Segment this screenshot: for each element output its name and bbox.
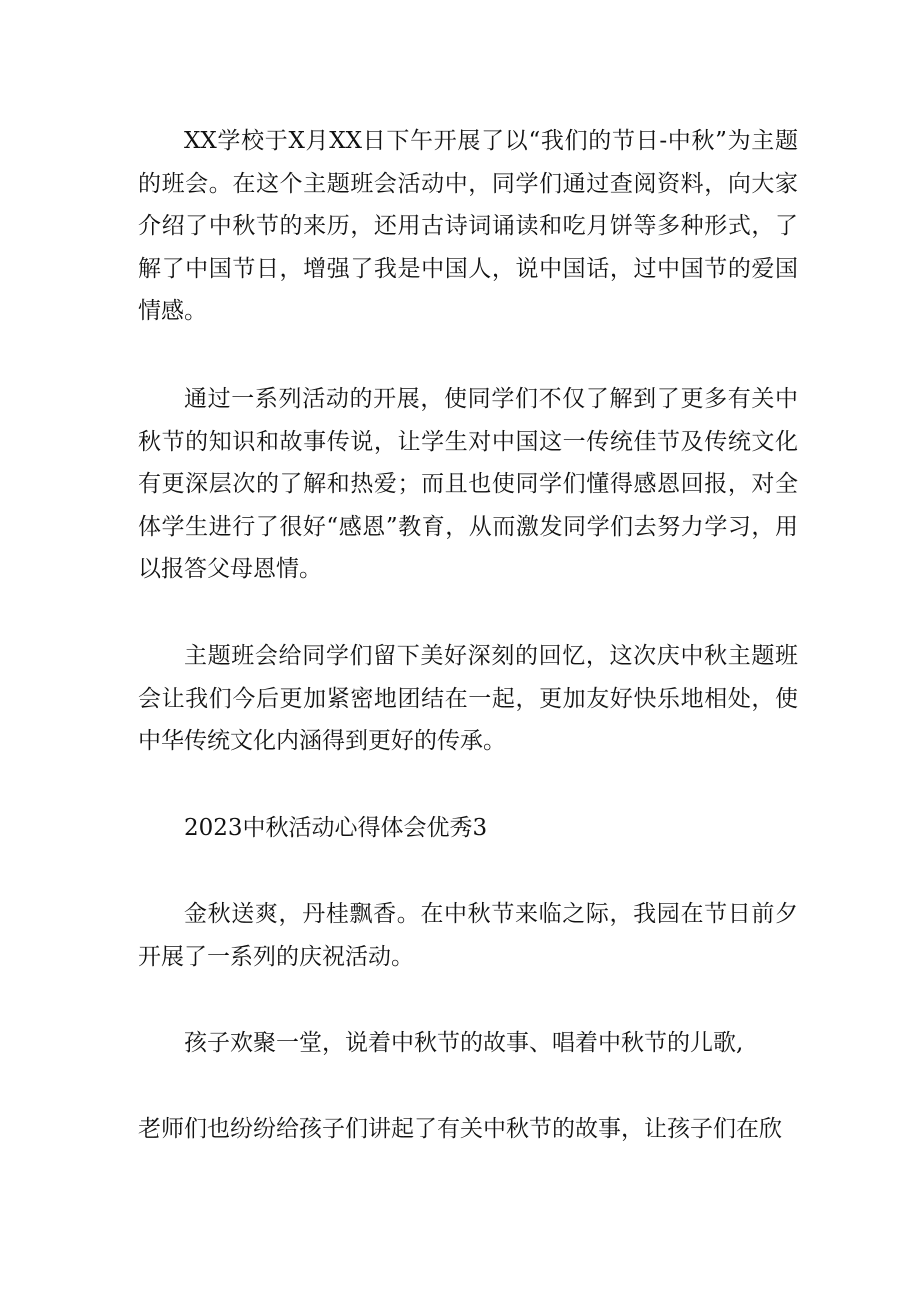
paragraph-2: 通过一系列活动的开展，使同学们不仅了解到了更多有关中秋节的知识和故事传说，让学生对中国这一传统佳节及传统文化有更深层次的了解和热爱；而且也使同学们懂得感恩回报，对全体学生进行了很好“感恩”教育，从而激发同学们去努力学习，用以报答父母恩情。 xyxy=(138,386,798,582)
section-heading: 2023中秋活动心得体会优秀3 xyxy=(184,815,488,841)
paragraph-5: 孩子欢聚一堂，说着中秋节的故事、唱着中秋节的儿歌, xyxy=(184,1030,744,1056)
paragraph-4: 金秋送爽，丹桂飘香。在中秋节来临之际，我园在节日前夕开展了一系列的庆祝活动。 xyxy=(138,901,798,970)
paragraph-1: XX学校于X月XX日下午开展了以“我们的节日-中秋”为主题的班会。在这个主题班会活动中，同学们通过查阅资料，向大家介绍了中秋节的来历，还用古诗词诵读和吃月饼等多种形式，了解了中国节日，增强了我是中国人，说中国话，过中国节的爱国情感。 xyxy=(138,128,798,324)
paragraph-3: 主题班会给同学们留下美好深刻的回忆，这次庆中秋主题班会让我们今后更加紧密地团结在一起，更加友好快乐地相处，使中华传统文化内涵得到更好的传承。 xyxy=(138,643,798,754)
paragraph-6: 老师们也纷纷给孩子们讲起了有关中秋节的故事，让孩子们在欣 xyxy=(138,1116,782,1142)
